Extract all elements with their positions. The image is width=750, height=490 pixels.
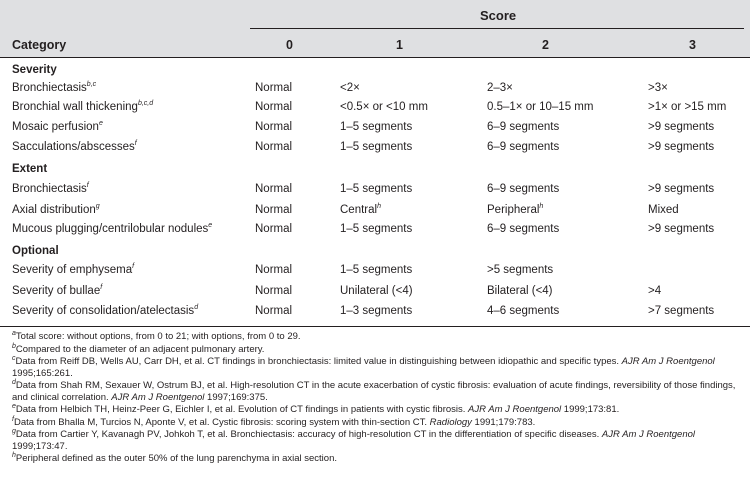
score-1-cell: 1–5 segments xyxy=(340,264,413,276)
score-1-cell: 1–5 segments xyxy=(340,121,413,133)
footnote-d: $^d$Data from Shah RM, Sexauer W, Ostrum BJ, et al. High-resolution CT in the acute exacerbation of cystic fibrosis: evaluation of acute findings, reversibility of those findings, and clinical correlation. AJR Am J Roentgenol 1997;169:375. xyxy=(12,378,736,403)
score-3-cell: >9 segments xyxy=(648,121,715,133)
score-2-cell: Bilateral (<4) xyxy=(487,285,553,297)
section-heading-severity: Severity xyxy=(12,64,57,76)
score-1-heading: 1 xyxy=(396,38,403,52)
table-row xyxy=(0,204,750,224)
footnote-f: $^f$Data from Bhalla M, Turcios N, Aponte V, et al. Cystic fibrosis: scoring system with thin-section CT. Radiology 1991;179:783. xyxy=(12,415,536,428)
table-header xyxy=(0,0,750,57)
table-row xyxy=(0,82,750,102)
score-2-cell: Peripheral$^h$ xyxy=(487,203,544,216)
category-heading: Category xyxy=(12,38,67,52)
score-1-cell: 1–5 segments xyxy=(340,141,413,153)
table-row xyxy=(0,121,750,141)
footnote-divider xyxy=(0,326,750,327)
category-cell: Sacculations/abscesses$^f$ xyxy=(12,140,137,153)
footnote-b: $^b$Compared to the diameter of an adjacent pulmonary artery. xyxy=(12,342,265,355)
score-2-cell: 4–6 segments xyxy=(487,305,560,317)
score-0-cell: Normal xyxy=(255,141,293,153)
score-0-cell: Normal xyxy=(255,121,293,133)
score-3-cell: >9 segments xyxy=(648,141,715,153)
score-0-cell: Normal xyxy=(255,101,293,113)
score-3-cell: >4 xyxy=(648,285,662,297)
footnote-a: $^a$Total score: without options, from 0 to 21; with options, from 0 to 29. xyxy=(12,329,301,342)
score-2-cell: 2–3× xyxy=(487,82,513,94)
score-0-cell: Normal xyxy=(255,285,293,297)
footnotes xyxy=(12,331,742,466)
category-cell: Bronchiectasis$^f$ xyxy=(12,182,89,195)
score-3-cell: Mixed xyxy=(648,204,679,216)
section-heading-extent: Extent xyxy=(12,163,48,175)
score-0-cell: Normal xyxy=(255,183,293,195)
score-0-cell: Normal xyxy=(255,305,293,317)
score-1-cell: <0.5× or <10 mm xyxy=(340,101,428,113)
score-3-cell: >7 segments xyxy=(648,305,715,317)
score-0-cell: Normal xyxy=(255,204,293,216)
score-heading: Score xyxy=(480,8,517,23)
score-2-cell: 6–9 segments xyxy=(487,223,560,235)
table-row xyxy=(0,223,750,243)
table-row xyxy=(0,305,750,325)
score-2-cell: 6–9 segments xyxy=(487,141,560,153)
score-3-cell: >3× xyxy=(648,82,668,94)
score-2-cell: >5 segments xyxy=(487,264,554,276)
footnote-g: $^g$Data from Cartier Y, Kavanagh PV, Johkoh T, et al. Bronchiectasis: accuracy of high-resolution CT in the differentiation of specific diseases. AJR Am J Roentgenol 1999;173:47. xyxy=(12,427,695,452)
category-cell: Mosaic perfusion$^e$ xyxy=(12,120,103,133)
category-cell: Mucous plugging/centrilobular nodules$^e$ xyxy=(12,222,213,235)
category-cell: Severity of emphysema$^f$ xyxy=(12,263,135,276)
category-cell: Bronchial wall thickening$^{b,c,d}$ xyxy=(12,100,154,113)
score-2-cell: 6–9 segments xyxy=(487,121,560,133)
score-3-cell: >1× or >15 mm xyxy=(648,101,727,113)
score-3-heading: 3 xyxy=(689,38,696,52)
section-heading-optional: Optional xyxy=(12,245,59,257)
score-1-cell: 1–3 segments xyxy=(340,305,413,317)
score-0-cell: Normal xyxy=(255,264,293,276)
category-cell: Severity of consolidation/atelectasis$^d$ xyxy=(12,304,199,317)
score-2-heading: 2 xyxy=(542,38,549,52)
score-0-cell: Normal xyxy=(255,82,293,94)
table-row xyxy=(0,183,750,203)
score-1-cell: 1–5 segments xyxy=(340,183,413,195)
table-row xyxy=(0,285,750,305)
header-divider xyxy=(0,57,750,58)
score-2-cell: 6–9 segments xyxy=(487,183,560,195)
score-0-heading: 0 xyxy=(286,38,293,52)
footnote-c: $^c$Data from Reiff DB, Wells AU, Carr DH, et al. CT findings in bronchiectasis: limited value in distinguishing between idiopathic and specific types. AJR Am J Roentgenol 1995;165:261. xyxy=(12,354,715,379)
score-3-cell: >9 segments xyxy=(648,223,715,235)
score-1-cell: Unilateral (<4) xyxy=(340,285,413,297)
score-0-cell: Normal xyxy=(255,223,293,235)
table-row xyxy=(0,264,750,284)
footnote-h: $^h$Peripheral defined as the outer 50% of the lung parenchyma in axial section. xyxy=(12,451,337,464)
category-cell: Axial distribution$^g$ xyxy=(12,203,100,216)
table-row xyxy=(0,101,750,121)
category-cell: Bronchiectasis$^{b,c}$ xyxy=(12,81,97,94)
score-1-cell: 1–5 segments xyxy=(340,223,413,235)
score-3-cell: >9 segments xyxy=(648,183,715,195)
category-cell: Severity of bullae$^f$ xyxy=(12,284,103,297)
score-1-cell: Central$^h$ xyxy=(340,203,381,216)
score-2-cell: 0.5–1× or 10–15 mm xyxy=(487,101,594,113)
score-1-cell: <2× xyxy=(340,82,360,94)
score-underline xyxy=(250,28,744,29)
table-row xyxy=(0,141,750,161)
footnote-e: $^e$Data from Helbich TH, Heinz-Peer G, Eichler I, et al. Evolution of CT findings in patients with cystic fibrosis. AJR Am J Roentgenol 1999;173:81. xyxy=(12,402,620,415)
